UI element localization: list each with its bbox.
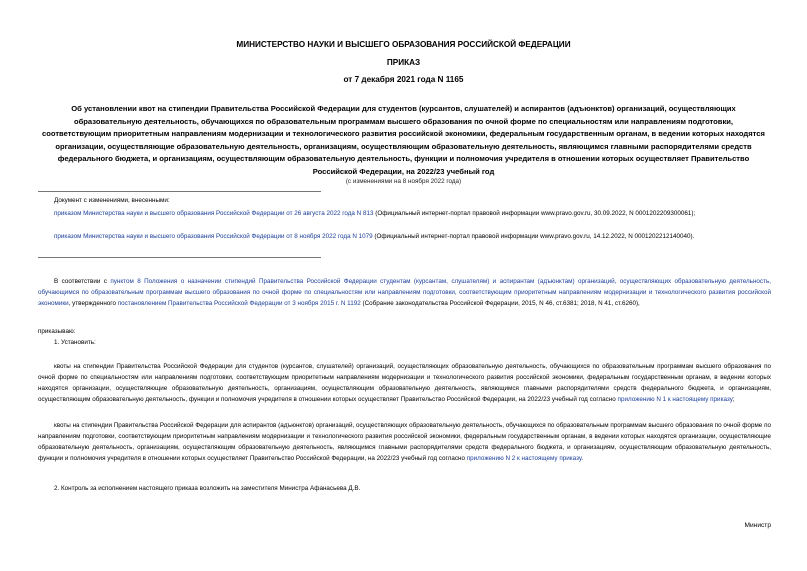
ministry-heading: МИНИСТЕРСТВО НАУКИ И ВЫСШЕГО ОБРАЗОВАНИЯ РОССИЙСКОЙ ФЕДЕРАЦИИ — [236, 40, 571, 49]
editions-heading: Документ с изменениями, внесенными: — [54, 197, 170, 204]
quota-postgrad-end: . — [581, 455, 584, 463]
item-2-line: 2. Контроль за исполнением настоящего приказа возложить на заместителя Министра Афанасьева Д.В. — [54, 485, 361, 492]
quota-postgrad-text: квоты на стипендии Правительства Российской Федерации для аспирантов (адъюнктов) организаций, осуществляющих образовательную деятельность, обучающихся по образовательным программам высшего образования по очной форме по направлениям подготовки, соответствующим приоритетным направлениям модернизации и технологического развития российской экономики, федеральным государственным органам, в ведении которых находятся организации, осуществляющие образовательную деятельность, организациям, осуществляющим образовательную деятельность, являющимся главными распорядителями средств федерального бюджета, и организациям, осуществляющим образовательную деятельность, функции и полномочия учредителя в отношении которых осуществляет Правительство Российской Федерации, на 2022/23 учебный год согласно — [38, 422, 771, 463]
divider-bottom — [38, 257, 321, 258]
edition-1-text: (Официальный интернет-портал правовой информации www.pravo.gov.ru, 30.09.2022, N 0001202209300061); — [373, 210, 696, 217]
edition-1-link[interactable]: приказом Министерства науки и высшего образования Российской Федерации от 26 августа 2022 года N 813 — [54, 210, 374, 217]
divider-top — [38, 191, 321, 192]
preamble-paragraph — [38, 276, 771, 309]
signature-title: Министр — [744, 522, 771, 529]
appendix-2-link[interactable]: приложению N 2 к настоящему приказу — [466, 455, 582, 463]
quota-students-end: ; — [732, 396, 735, 404]
document-title: Об установлении квот на стипендии Правительства Российской Федерации для студентов (курсантов, слушателей) и аспирантов (адъюнктов) организаций, осуществляющих образовательную деятельность, обучающихся по образовательным программам высшего образования по очной форме по специальностям или направлениям подготовки, соответствующим приоритетным направлениям модернизации и технологического развития российской экономики, федеральным государственным органам, в ведении которых находятся организации, осуществляющие образовательную деятельность, организациям, осуществляющим образовательную деятельность, являющимся главными распорядителями средств федерального бюджета, и организациям, осуществляющим образовательную деятельность, функции и полномочия учредителя в отношении которых осуществляет Правительство Российской Федерации, на 2022/23 учебный год — [42, 104, 765, 176]
amendment-note: (с изменениями на 8 ноября 2022 года) — [345, 178, 462, 185]
edition-2-text: (Официальный интернет-портал правовой информации www.pravo.gov.ru, 14.12.2022, N 0001202212140040). — [372, 233, 695, 240]
quota-students-paragraph — [38, 361, 771, 405]
preamble-link-regulation[interactable]: пунктом 8 Положения о назначении стипендий Правительства Российской Федерации студентам (курсантам, слушателям) и аспирантам (адъюнктам) организаций, осуществляющих образовательную деятельность, обучающимся по образовательным программам высшего образования по очной форме по специальностям или направлениям подготовки, соответствующим приоритетным направлениям модернизации и технологического развития российской экономики — [38, 278, 771, 308]
edition-item-1 — [54, 208, 771, 219]
preamble-text-a: В соответствии с — [54, 278, 111, 285]
preamble-text-b: , утвержденного — [68, 300, 118, 308]
quota-students-text: квоты на стипендии Правительства Российской Федерации для студентов (курсантов, слушателей) организаций, осуществляющих образовательную деятельность, обучающихся по образовательным программам высшего образования по очной форме по специальностям или направлениям подготовки, соответствующим приоритетным направлениям модернизации и технологического развития российской экономики, федеральным государственным органам, в ведении которых находятся организации, осуществляющие образовательную деятельность, организациям, осуществляющим образовательную деятельность, являющимся главными распорядителями средств федерального бюджета, и организациям, осуществляющим образовательную деятельность, функции и полномочия учредителя в отношении которых осуществляет Правительство Российской Федерации, на 2022/23 учебный год согласно — [38, 363, 771, 404]
doc-type-heading: ПРИКАЗ — [386, 58, 421, 67]
appendix-1-link[interactable]: приложению N 1 к настоящему приказу — [617, 396, 733, 404]
doc-date-number: от 7 декабря 2021 года N 1165 — [343, 75, 464, 84]
orders-line: приказываю: — [38, 328, 76, 335]
edition-2-link[interactable]: приказом Министерства науки и высшего образования Российской Федерации от 8 ноября 2022 года N 1079 — [54, 233, 373, 240]
edition-item-2 — [54, 231, 771, 242]
quota-postgrad-paragraph — [38, 420, 771, 464]
preamble-link-resolution[interactable]: постановлением Правительства Российской Федерации от 3 ноября 2015 г. N 1192 — [117, 300, 361, 308]
preamble-text-c: (Собрание законодательства Российской Федерации, 2015, N 46, ст.6381; 2018, N 41, ст.6260), — [360, 300, 640, 308]
item-1-line: 1. Установить: — [54, 339, 96, 346]
